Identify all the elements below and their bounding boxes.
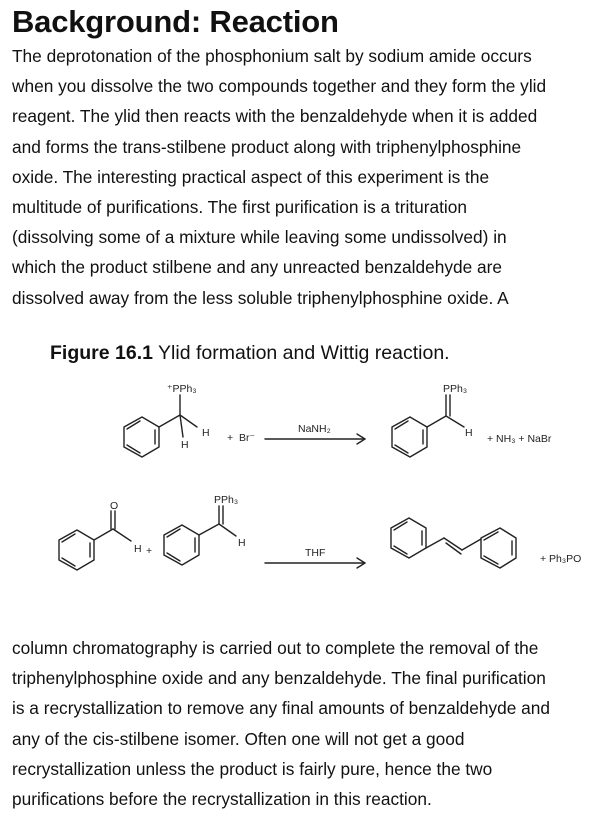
plus-sign: + bbox=[146, 545, 153, 557]
bond bbox=[426, 538, 444, 548]
paragraph-line: purifications before the recrystallization in this reaction. bbox=[12, 789, 432, 810]
bond bbox=[446, 416, 464, 427]
bond bbox=[219, 524, 236, 536]
paragraph-line: recrystallization unless the product is fairly pure, hence the two bbox=[12, 758, 493, 779]
byproduct-label: + Ph₃PO bbox=[540, 553, 582, 565]
phosphorus-label: PPh₃ bbox=[214, 494, 239, 506]
paragraph-line: multitude of purifications. The first purification is a trituration bbox=[12, 197, 467, 218]
phosphonium-label: ⁺PPh₃ bbox=[167, 383, 197, 395]
plus-sign: + bbox=[227, 432, 234, 444]
paragraph-line: is a recrystallization to remove any final amounts of benzaldehyde and bbox=[12, 698, 550, 719]
paragraph-line: The deprotonation of the phosphonium salt by sodium amide occurs bbox=[12, 46, 532, 66]
bond bbox=[113, 529, 131, 541]
reagent-label: NaNH₂ bbox=[298, 423, 331, 435]
hydrogen-label: H bbox=[238, 537, 246, 549]
section-heading: Background: Reaction bbox=[12, 4, 339, 39]
paragraph-line: column chromatography is carried out to complete the removal of the bbox=[12, 638, 539, 658]
bond bbox=[199, 524, 219, 535]
paragraph-line: which the product stilbene and any unreacted benzaldehyde are bbox=[12, 257, 502, 278]
bond bbox=[94, 529, 113, 540]
paragraph-line: when you dissolve the two compounds together and they form the ylid bbox=[12, 76, 547, 97]
hydrogen-label: H bbox=[181, 439, 189, 451]
byproducts-label: + NH₃ + NaBr bbox=[487, 433, 552, 445]
bond bbox=[159, 415, 180, 427]
bond bbox=[180, 415, 197, 427]
benzene-ring bbox=[59, 530, 94, 570]
solvent-label: THF bbox=[305, 547, 326, 559]
bond bbox=[427, 416, 446, 427]
benzene-ring bbox=[391, 518, 426, 558]
benzene-ring bbox=[164, 525, 199, 565]
intro-paragraph bbox=[12, 41, 597, 313]
phosphorus-label: PPh₃ bbox=[443, 383, 468, 395]
figure-title: Ylid formation and Wittig reaction. bbox=[158, 342, 450, 364]
continuation-paragraph bbox=[12, 633, 597, 814]
bond bbox=[180, 415, 183, 437]
paragraph-line: triphenylphosphine oxide and any benzaldehyde. The final purification bbox=[12, 668, 546, 689]
paragraph-line: any of the cis-stilbene isomer. Often one will not get a good bbox=[12, 728, 465, 749]
paragraph-line: and forms the trans-stilbene product along with triphenylphosphine bbox=[12, 136, 522, 157]
benzene-ring bbox=[124, 417, 159, 457]
paragraph-line: oxide. The interesting practical aspect of this experiment is the bbox=[12, 166, 490, 187]
benzene-ring bbox=[481, 528, 516, 568]
hydrogen-label: H bbox=[465, 427, 473, 439]
benzene-ring bbox=[392, 417, 427, 457]
figure-caption bbox=[50, 340, 450, 366]
reaction-scheme bbox=[0, 370, 601, 615]
hydrogen-label: H bbox=[134, 543, 142, 555]
bromide-label: Br⁻ bbox=[239, 432, 256, 444]
paragraph-line: dissolved away from the less soluble triphenylphosphine oxide. A bbox=[12, 287, 509, 308]
paragraph-line: reagent. The ylid then reacts with the benzaldehyde when it is added bbox=[12, 106, 538, 127]
hydrogen-label: H bbox=[202, 427, 210, 439]
paragraph-line: (dissolving some of a mixture while leaving some undissolved) in bbox=[12, 227, 507, 248]
figure-label: Figure 16.1 bbox=[50, 342, 153, 364]
bond bbox=[462, 539, 481, 550]
oxygen-label: O bbox=[110, 500, 119, 512]
